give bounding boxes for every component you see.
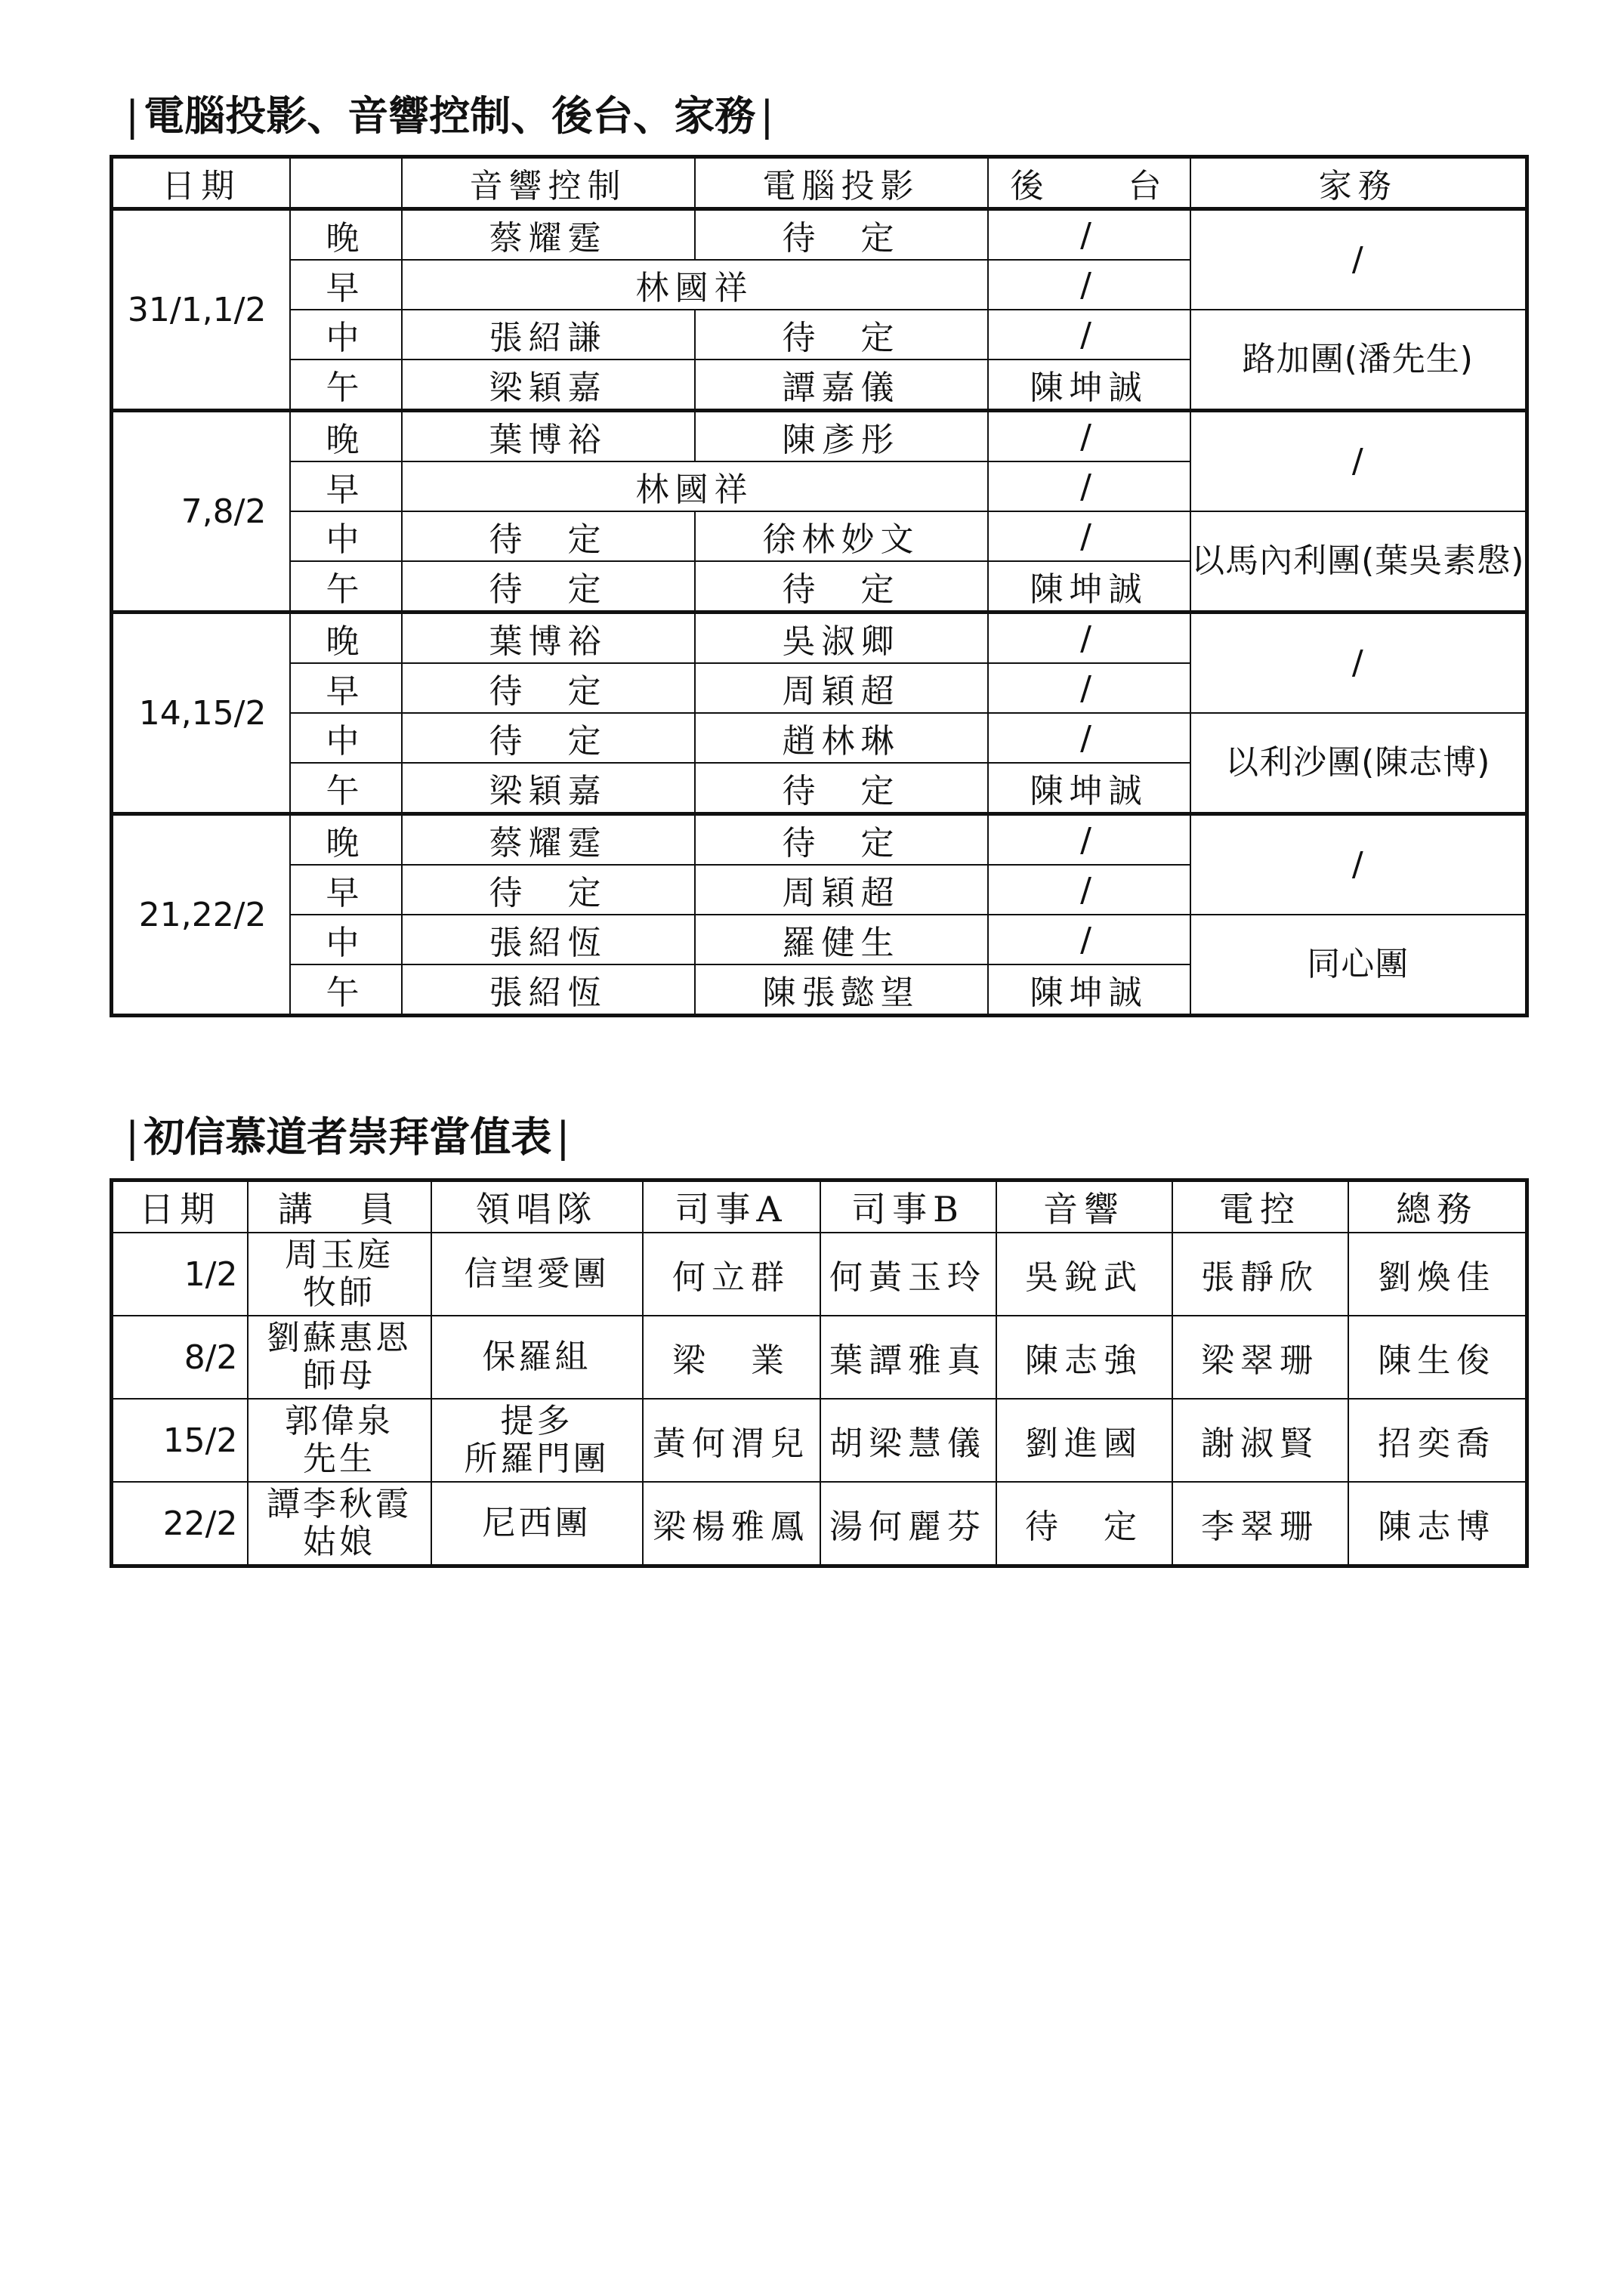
column-header: 日期 (112, 1180, 248, 1233)
control-cell: 謝淑賢 (1172, 1399, 1348, 1482)
column-header: 後 台 (988, 157, 1190, 209)
table-row (112, 613, 1527, 664)
sound-control-cell: 蔡耀霆 (402, 814, 695, 866)
speaker-cell (248, 1482, 431, 1566)
slot-cell: 早 (290, 865, 402, 915)
housekeeping-cell: 以利沙團(陳志博) (1190, 713, 1527, 814)
usher-b-cell: 何黃玉玲 (820, 1233, 996, 1316)
column-header: 電控 (1172, 1180, 1348, 1233)
sound-cell: 劉進國 (996, 1399, 1172, 1482)
slot-cell: 午 (290, 763, 402, 814)
date-cell: 15/2 (112, 1399, 248, 1482)
date-cell: 8/2 (112, 1316, 248, 1399)
section1-title: 電腦投影、音響控制、後台、家務 (144, 91, 756, 140)
duty-roster-table (110, 155, 1529, 1017)
projection-cell: 待 定 (695, 310, 988, 360)
seekers-worship-body (112, 1180, 1527, 1566)
slot-cell: 中 (290, 511, 402, 561)
table-row (112, 1233, 1527, 1316)
general-affairs-cell: 陳生俊 (1348, 1316, 1527, 1399)
backstage-cell: / (988, 915, 1190, 964)
sound-control-cell: 待 定 (402, 713, 695, 763)
table-row (112, 1482, 1527, 1566)
table-header-row (112, 1180, 1527, 1233)
sound-control-cell: 葉博裕 (402, 613, 695, 664)
table-header-row (112, 157, 1527, 209)
merged-cell: 林國祥 (402, 260, 988, 310)
sound-control-cell: 蔡耀霆 (402, 209, 695, 261)
speaker-line: 劉蘇惠恩 (267, 1319, 412, 1357)
backstage-cell: / (988, 260, 1190, 310)
control-cell: 張靜欣 (1172, 1233, 1348, 1316)
table-row (112, 1399, 1527, 1482)
backstage-cell: / (988, 461, 1190, 511)
usher-b-cell: 胡梁慧儀 (820, 1399, 996, 1482)
worship-team-cell (431, 1233, 643, 1316)
date-cell: 14,15/2 (112, 613, 290, 814)
usher-a-cell: 梁楊雅鳳 (643, 1482, 820, 1566)
sound-cell: 陳志強 (996, 1316, 1172, 1399)
backstage-cell: / (988, 713, 1190, 763)
sound-control-cell: 待 定 (402, 511, 695, 561)
sound-control-cell: 張紹恆 (402, 915, 695, 964)
housekeeping-cell: / (1190, 209, 1527, 310)
projection-cell: 周穎超 (695, 865, 988, 915)
slot-cell: 晚 (290, 209, 402, 261)
usher-a-cell: 梁 業 (643, 1316, 820, 1399)
section2-title: 初信慕道者崇拜當值表 (144, 1113, 552, 1161)
worship-team-line: 尼西團 (482, 1504, 591, 1542)
table-row (112, 511, 1527, 561)
table-row (112, 915, 1527, 964)
column-header (290, 157, 402, 209)
projection-cell: 徐林妙文 (695, 511, 988, 561)
projection-cell: 羅健生 (695, 915, 988, 964)
control-cell: 梁翠珊 (1172, 1316, 1348, 1399)
column-header: 司事B (820, 1180, 996, 1233)
column-header: 電腦投影 (695, 157, 988, 209)
housekeeping-cell: 同心團 (1190, 915, 1527, 1016)
slot-cell: 午 (290, 561, 402, 613)
projection-cell: 待 定 (695, 763, 988, 814)
speaker-line: 郭偉泉 (285, 1402, 394, 1440)
usher-b-cell: 葉譚雅真 (820, 1316, 996, 1399)
table-row (112, 411, 1527, 462)
housekeeping-cell: 以馬內利團(葉吳素慇) (1190, 511, 1527, 613)
backstage-cell: / (988, 209, 1190, 261)
sound-control-cell: 梁穎嘉 (402, 763, 695, 814)
speaker-cell (248, 1233, 431, 1316)
worship-team-line: 所羅門團 (464, 1440, 610, 1478)
table-row (112, 713, 1527, 763)
slot-cell: 中 (290, 310, 402, 360)
column-header: 音響控制 (402, 157, 695, 209)
backstage-cell: / (988, 310, 1190, 360)
speaker-line: 譚李秋霞 (267, 1485, 412, 1523)
column-header: 司事A (643, 1180, 820, 1233)
worship-team-line: 提多 (500, 1402, 573, 1440)
date-cell: 21,22/2 (112, 814, 290, 1016)
backstage-cell: / (988, 814, 1190, 866)
column-header: 日期 (112, 157, 290, 209)
control-cell: 李翠珊 (1172, 1482, 1348, 1566)
column-header: 講 員 (248, 1180, 431, 1233)
backstage-cell: / (988, 865, 1190, 915)
worship-team-line: 信望愛團 (464, 1255, 610, 1293)
projection-cell: 周穎超 (695, 663, 988, 713)
sound-control-cell: 待 定 (402, 663, 695, 713)
sound-control-cell: 梁穎嘉 (402, 360, 695, 411)
slot-cell: 早 (290, 260, 402, 310)
date-cell: 31/1,1/2 (112, 209, 290, 411)
date-cell: 1/2 (112, 1233, 248, 1316)
sound-control-cell: 待 定 (402, 865, 695, 915)
duty-roster-body (112, 157, 1527, 1016)
projection-cell: 待 定 (695, 814, 988, 866)
column-header: 領唱隊 (431, 1180, 643, 1233)
sound-control-cell: 待 定 (402, 561, 695, 613)
slot-cell: 晚 (290, 613, 402, 664)
projection-cell: 陳張懿望 (695, 964, 988, 1016)
projection-cell: 待 定 (695, 561, 988, 613)
slot-cell: 中 (290, 713, 402, 763)
date-cell: 22/2 (112, 1482, 248, 1566)
slot-cell: 午 (290, 360, 402, 411)
section1-heading: | 電腦投影、音響控制、後台、家務 | (125, 91, 774, 140)
projection-cell: 吳淑卿 (695, 613, 988, 664)
sound-cell: 吳銳武 (996, 1233, 1172, 1316)
table-row (112, 1316, 1527, 1399)
sound-control-cell: 張紹恆 (402, 964, 695, 1016)
backstage-cell: 陳坤誠 (988, 964, 1190, 1016)
worship-team-cell (431, 1316, 643, 1399)
speaker-line: 姑娘 (303, 1523, 375, 1561)
general-affairs-cell: 陳志博 (1348, 1482, 1527, 1566)
slot-cell: 早 (290, 461, 402, 511)
slot-cell: 早 (290, 663, 402, 713)
column-header: 家務 (1190, 157, 1527, 209)
speaker-line: 先生 (303, 1440, 375, 1478)
backstage-cell: / (988, 411, 1190, 462)
slot-cell: 晚 (290, 814, 402, 866)
column-header: 總務 (1348, 1180, 1527, 1233)
backstage-cell: / (988, 613, 1190, 664)
backstage-cell: / (988, 663, 1190, 713)
sound-control-cell: 葉博裕 (402, 411, 695, 462)
general-affairs-cell: 劉煥佳 (1348, 1233, 1527, 1316)
backstage-cell: 陳坤誠 (988, 360, 1190, 411)
speaker-cell (248, 1399, 431, 1482)
section2-heading: | 初信慕道者崇拜當值表 | (125, 1113, 570, 1161)
worship-team-cell (431, 1482, 643, 1566)
usher-a-cell: 黃何渭兒 (643, 1399, 820, 1482)
backstage-cell: 陳坤誠 (988, 561, 1190, 613)
seekers-worship-table (110, 1178, 1529, 1568)
speaker-line: 牧師 (303, 1273, 375, 1312)
worship-team-line: 保羅組 (482, 1338, 591, 1376)
sound-control-cell: 張紹謙 (402, 310, 695, 360)
slot-cell: 午 (290, 964, 402, 1016)
projection-cell: 譚嘉儀 (695, 360, 988, 411)
table-row (112, 209, 1527, 261)
usher-b-cell: 湯何麗芬 (820, 1482, 996, 1566)
projection-cell: 待 定 (695, 209, 988, 261)
general-affairs-cell: 招奕喬 (1348, 1399, 1527, 1482)
worship-team-cell (431, 1399, 643, 1482)
projection-cell: 陳彥彤 (695, 411, 988, 462)
slot-cell: 中 (290, 915, 402, 964)
table-row (112, 310, 1527, 360)
housekeeping-cell: / (1190, 411, 1527, 512)
slot-cell: 晚 (290, 411, 402, 462)
housekeeping-cell: 路加團(潘先生) (1190, 310, 1527, 411)
speaker-cell (248, 1316, 431, 1399)
projection-cell: 趙林琳 (695, 713, 988, 763)
housekeeping-cell: / (1190, 814, 1527, 915)
merged-cell: 林國祥 (402, 461, 988, 511)
usher-a-cell: 何立群 (643, 1233, 820, 1316)
speaker-line: 師母 (303, 1356, 375, 1395)
speaker-line: 周玉庭 (285, 1236, 394, 1274)
housekeeping-cell: / (1190, 613, 1527, 714)
date-cell: 7,8/2 (112, 411, 290, 613)
backstage-cell: / (988, 511, 1190, 561)
column-header: 音響 (996, 1180, 1172, 1233)
sound-cell: 待 定 (996, 1482, 1172, 1566)
table-row (112, 814, 1527, 866)
backstage-cell: 陳坤誠 (988, 763, 1190, 814)
